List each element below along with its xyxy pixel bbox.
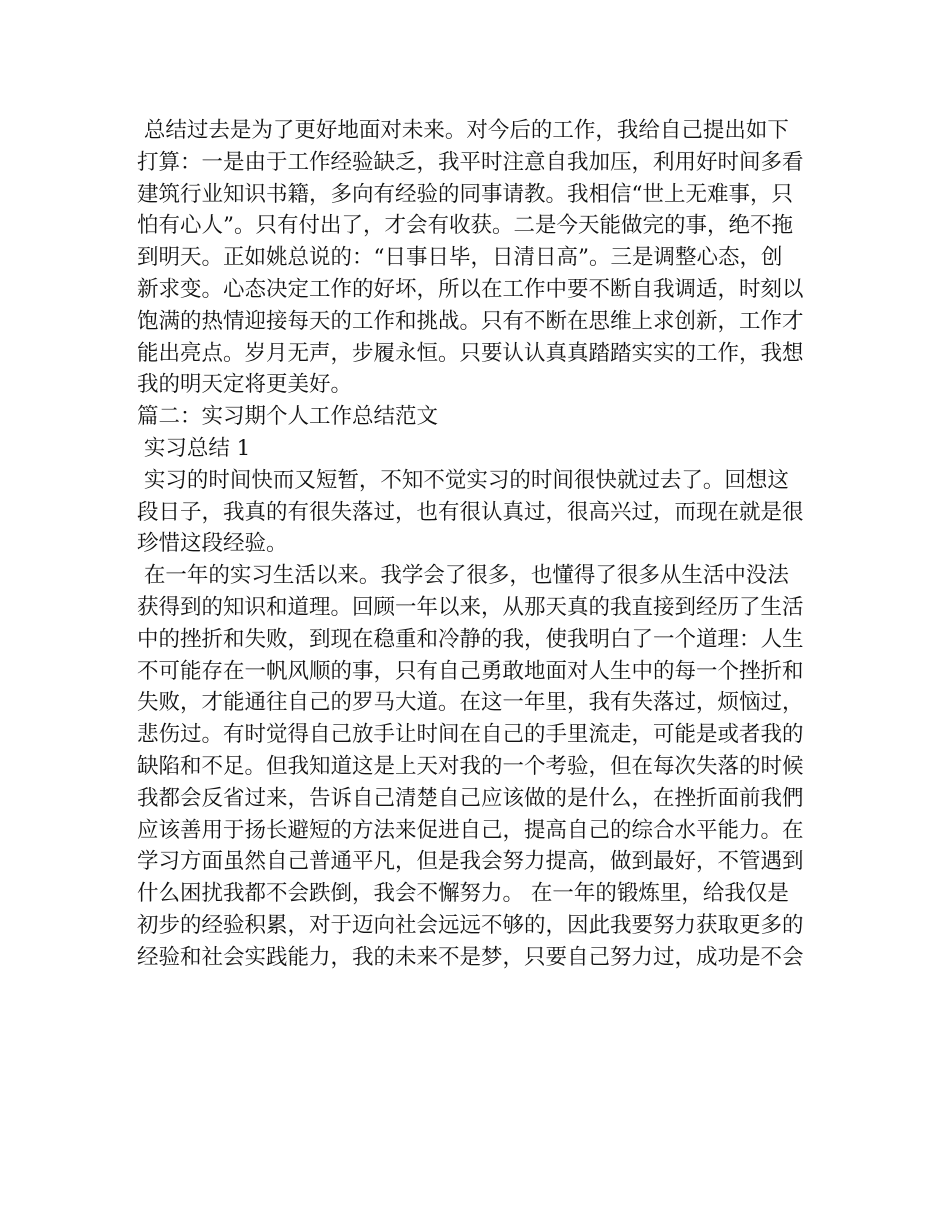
text-line: 不可能存在一帆风顺的事，只有自己勇敢地面对人生中的每一个挫折和 [137,658,804,684]
text-line: 能出亮点。岁月无声，步履永恒。只要认认真真踏踏实实的工作，我想 [137,340,804,366]
text-line: 初步的经验积累，对于迈向社会远远不够的，因此我要努力获取更多的 [137,912,804,938]
text-line: 怕有心人”。只有付出了，才会有收获。二是今天能做完的事，绝不拖 [137,213,793,239]
text-line: 我的明天定将更美好。 [137,372,353,398]
text-line: 应该善用于扬长避短的方法来促进自己，提高自己的综合水平能力。在 [137,817,804,843]
document-body [137,115,817,974]
subsection-heading: 实习总结 1 [137,435,251,461]
section-heading: 篇二：实习期个人工作总结范文 [137,404,439,430]
text-line: 什么困扰我都不会跌倒，我会不懈努力。 在一年的锻炼里，给我仅是 [137,881,789,907]
text-line: 新求变。心态决定工作的好坏，所以在工作中要不断自我调适，时刻以 [137,276,804,302]
text-line: 缺陷和不足。但我知道这是上天对我的一个考验，但在每次失落的时候 [137,753,804,779]
text-line: 打算：一是由于工作经验缺乏，我平时注意自我加压，利用好时间多看 [137,149,804,175]
text-line: 悲伤过。有时觉得自己放手让时间在自己的手里流走，可能是或者我的 [137,722,804,748]
text-line: 学习方面虽然自己普通平凡，但是我会努力提高，做到最好，不管遇到 [137,849,804,875]
text-line: 建筑行业知识书籍，多向有经验的同事请教。我相信“世上无难事，只 [137,181,793,207]
text-line: 珍惜这段经验。 [137,531,288,557]
text-line: 段日子，我真的有很失落过，也有很认真过，很高兴过，而现在就是很 [137,499,804,525]
text-line: 获得到的知识和道理。回顾一年以来，从那天真的我直接到经历了生活 [137,594,804,620]
text-line: 我都会反省过来，告诉自己清楚自己应该做的是什么，在挫折面前我們 [137,785,804,811]
text-line: 在一年的实习生活以来。我学会了很多，也懂得了很多从生活中没法 [137,563,789,589]
text-line: 总结过去是为了更好地面对未来。对今后的工作，我给自己提出如下 [137,118,789,143]
text-line: 失败，才能通往自己的罗马大道。在这一年里，我有失落过，烦恼过， [137,690,804,716]
text-line: 实习的时间快而又短暂，不知不觉实习的时间很快就过去了。回想这 [137,467,789,493]
text-line: 到明天。正如姚总说的：“日事日毕，日清日高”。三是调整心态，创 [137,245,783,271]
text-line: 中的挫折和失败，到现在稳重和冷静的我，使我明白了一个道理：人生 [137,626,804,652]
text-line: 经验和社会实践能力，我的未来不是梦，只要自己努力过，成功是不会 [137,944,804,970]
text-line: 饱满的热情迎接每天的工作和挑战。只有不断在思维上求创新，工作才 [137,308,804,334]
